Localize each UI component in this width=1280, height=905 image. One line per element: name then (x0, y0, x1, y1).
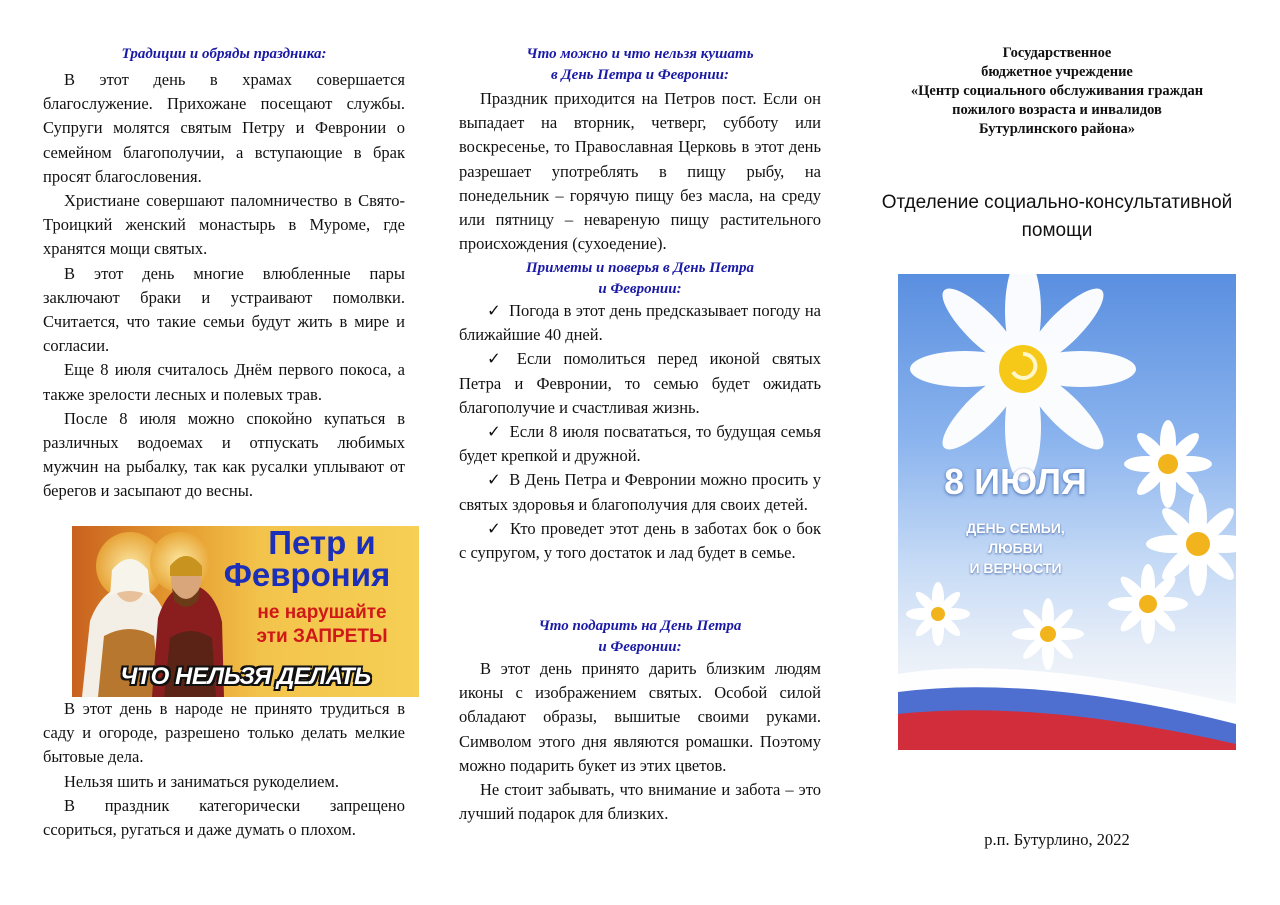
poster-warning-line1: не нарушайте (257, 602, 387, 623)
checkmark-icon: ✓ (487, 301, 502, 320)
organization-name (872, 44, 1242, 139)
paragraph: В этот день принято дарить близким людям иконы с изображением святых. Особой силой обладают образы, вышитые своими руками. Символом этого дня являются ромашки. Поэтому можно подарить букет из этих цветов. (459, 659, 821, 775)
paragraph: В праздник категорически запрещено ссориться, ругаться и даже думать о плохом. (43, 795, 405, 840)
prohibitions-text (43, 697, 405, 842)
chamomile-illustration (898, 274, 1236, 750)
omens-heading-line2: и Февронии: (598, 281, 682, 297)
poster-subtitle-line3: И ВЕРНОСТИ (969, 560, 1062, 576)
checkmark-icon: ✓ (487, 422, 502, 442)
org-line: «Центр социального обслуживания граждан (910, 83, 1204, 99)
poster-warning-line2: эти ЗАПРЕТЫ (256, 626, 388, 647)
food-text (459, 87, 821, 256)
list-item (459, 468, 821, 516)
list-item-text: Если помолиться перед иконой святых Петра и Февронии, то семью будет ожидать благополучие и счастливая жизнь. (459, 349, 821, 417)
gifts-heading (459, 616, 821, 658)
list-item (459, 299, 821, 347)
poster-title-line2: Феврония (223, 556, 391, 593)
paragraph: Нельзя шить и заниматься рукоделием. (64, 771, 339, 791)
food-heading-line1: Что можно и что нельзя кушать (526, 46, 754, 62)
paragraph: В этот день многие влюбленные пары заключают браки и устраивают помолвки. Считается, что такие семьи будут жить в мире и согласии. (43, 263, 405, 356)
food-heading-line2: в День Петра и Февронии: (550, 67, 730, 83)
list-item (459, 347, 821, 420)
org-line: пожилого возраста и инвалидов (952, 102, 1162, 118)
paragraph: Праздник приходится на Петров пост. Если он выпадает на вторник, четверг, субботу или воскресенье, то Православная Церковь в этот день разрешает употреблять в пищу рыбу, на понедельник – горячую пищу без масла, на среду или пятницу – невареную пищу растительного происхождения (сухоедение). (459, 89, 821, 254)
department-title: Отделение социально-консультативной помощи (881, 192, 1233, 241)
org-line: Бутурлинского района» (979, 121, 1135, 137)
paragraph: Еще 8 июля считалось Днём первого покоса, а также зрелости лесных и полевых трав. (43, 360, 405, 404)
list-item-text: Погода в этот день предсказывает погоду на ближайшие 40 дней. (459, 301, 821, 345)
list-item-text: Если 8 июля посвататься, то будущая семья будет крепкой и дружной. (459, 422, 821, 466)
paragraph: В этот день в народе не принято трудиться в саду и огороде, разрешено только делать мелкие бытовые дела. (43, 699, 405, 767)
poster-date: 8 ИЮЛЯ (944, 461, 1087, 502)
food-heading (459, 44, 821, 86)
paragraph: Христиане совершают паломничество в Свято-Троицкий женский монастырь в Муроме, где хранятся мощи святых. (43, 191, 405, 259)
poster-bottom-caption: ЧТО НЕЛЬЗЯ ДЕЛАТЬ (120, 663, 371, 690)
checkmark-icon: ✓ (487, 470, 502, 490)
gifts-text (459, 657, 821, 826)
paragraph: Не стоит забывать, что внимание и забота – это лучший подарок для близких. (459, 780, 821, 824)
traditions-text (43, 68, 405, 504)
family-day-poster (898, 274, 1236, 750)
list-item-text: В День Петра и Февронии можно просить у святых здоровья и благополучия для своих детей. (459, 470, 821, 514)
checkmark-icon: ✓ (487, 518, 502, 538)
list-item (459, 420, 821, 468)
list-item (459, 517, 821, 565)
gifts-heading-line1: Что подарить на День Петра (538, 618, 742, 634)
omens-heading-line1: Приметы и поверья в День Петра (525, 260, 755, 276)
gifts-heading-line2: и Февронии: (598, 639, 682, 655)
org-line: бюджетное учреждение (981, 64, 1133, 80)
place-and-year: р.п. Бутурлино, 2022 (984, 830, 1130, 849)
omens-heading (459, 258, 821, 300)
poster-title-line1: Петр и (268, 526, 376, 561)
peter-fevronia-poster (72, 526, 419, 697)
list-item-text: Кто проведет этот день в заботах бок о бок с супругом, у того достаток и лад будет в семье. (459, 518, 821, 563)
paragraph: После 8 июля можно спокойно купаться в различных водоемах и отпускать любимых мужчин на рыбалку, так как русалки уплывают от берегов и засыпают до весны. (43, 408, 405, 501)
poster-subtitle-line1: ДЕНЬ СЕМЬИ, (966, 520, 1065, 536)
poster-subtitle-line2: ЛЮБВИ (988, 540, 1043, 556)
omens-list (459, 299, 821, 565)
traditions-heading: Традиции и обряды праздника: (121, 46, 327, 62)
paragraph: В этот день в храмах совершается благослужение. Прихожане посещают службы. Супруги молятся святым Петру и Февронии о семейном благополучии, а вступающие в брак просят благословения. (43, 70, 405, 186)
org-line: Государственное (1002, 45, 1112, 61)
checkmark-icon: ✓ (487, 349, 509, 369)
